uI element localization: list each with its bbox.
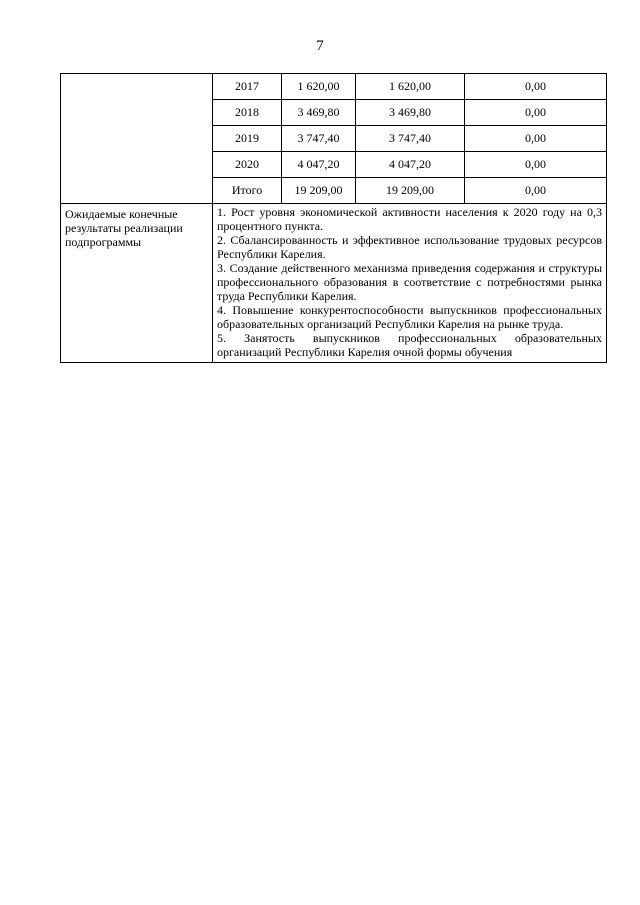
financing-label-cell — [61, 74, 213, 204]
year-cell: Итого — [213, 178, 282, 204]
budget-cell: 4 047,20 — [356, 152, 465, 178]
other-cell: 0,00 — [465, 152, 607, 178]
budget-cell: 3 747,40 — [356, 126, 465, 152]
year-cell: 2017 — [213, 74, 282, 100]
other-cell: 0,00 — [465, 178, 607, 204]
financing-row — [61, 74, 607, 100]
results-list — [213, 204, 607, 363]
total-cell: 3 469,80 — [282, 100, 356, 126]
total-cell: 19 209,00 — [282, 178, 356, 204]
result-item: 3. Создание действенного механизма приведения содержания и структуры профессионального образования в соответствие с потребностями рынка труда Республики Карелия. — [217, 261, 602, 303]
other-cell: 0,00 — [465, 126, 607, 152]
subprogram-passport-table — [60, 73, 607, 363]
result-item: 1. Рост уровня экономической активности населения к 2020 году на 0,3 процентного пункта. — [217, 205, 602, 233]
results-row — [61, 204, 607, 363]
total-cell: 1 620,00 — [282, 74, 356, 100]
result-item: 5. Занятость выпускников профессиональных образовательных организаций Республики Карелия очной формы обучения — [217, 331, 602, 359]
other-cell: 0,00 — [465, 74, 607, 100]
budget-cell: 3 469,80 — [356, 100, 465, 126]
total-cell: 3 747,40 — [282, 126, 356, 152]
results-label: Ожидаемые конечные результаты реализации подпрограммы — [61, 204, 213, 363]
year-cell: 2018 — [213, 100, 282, 126]
result-item: 2. Сбалансированность и эффективное использование трудовых ресурсов Республики Карелия. — [217, 233, 602, 261]
result-item: 4. Повышение конкурентоспособности выпускников профессиональных образовательных организаций Республики Карелия на рынке труда. — [217, 303, 602, 331]
budget-cell: 1 620,00 — [356, 74, 465, 100]
year-cell: 2019 — [213, 126, 282, 152]
other-cell: 0,00 — [465, 100, 607, 126]
total-cell: 4 047,20 — [282, 152, 356, 178]
year-cell: 2020 — [213, 152, 282, 178]
budget-cell: 19 209,00 — [356, 178, 465, 204]
page-number: 7 — [316, 38, 324, 54]
